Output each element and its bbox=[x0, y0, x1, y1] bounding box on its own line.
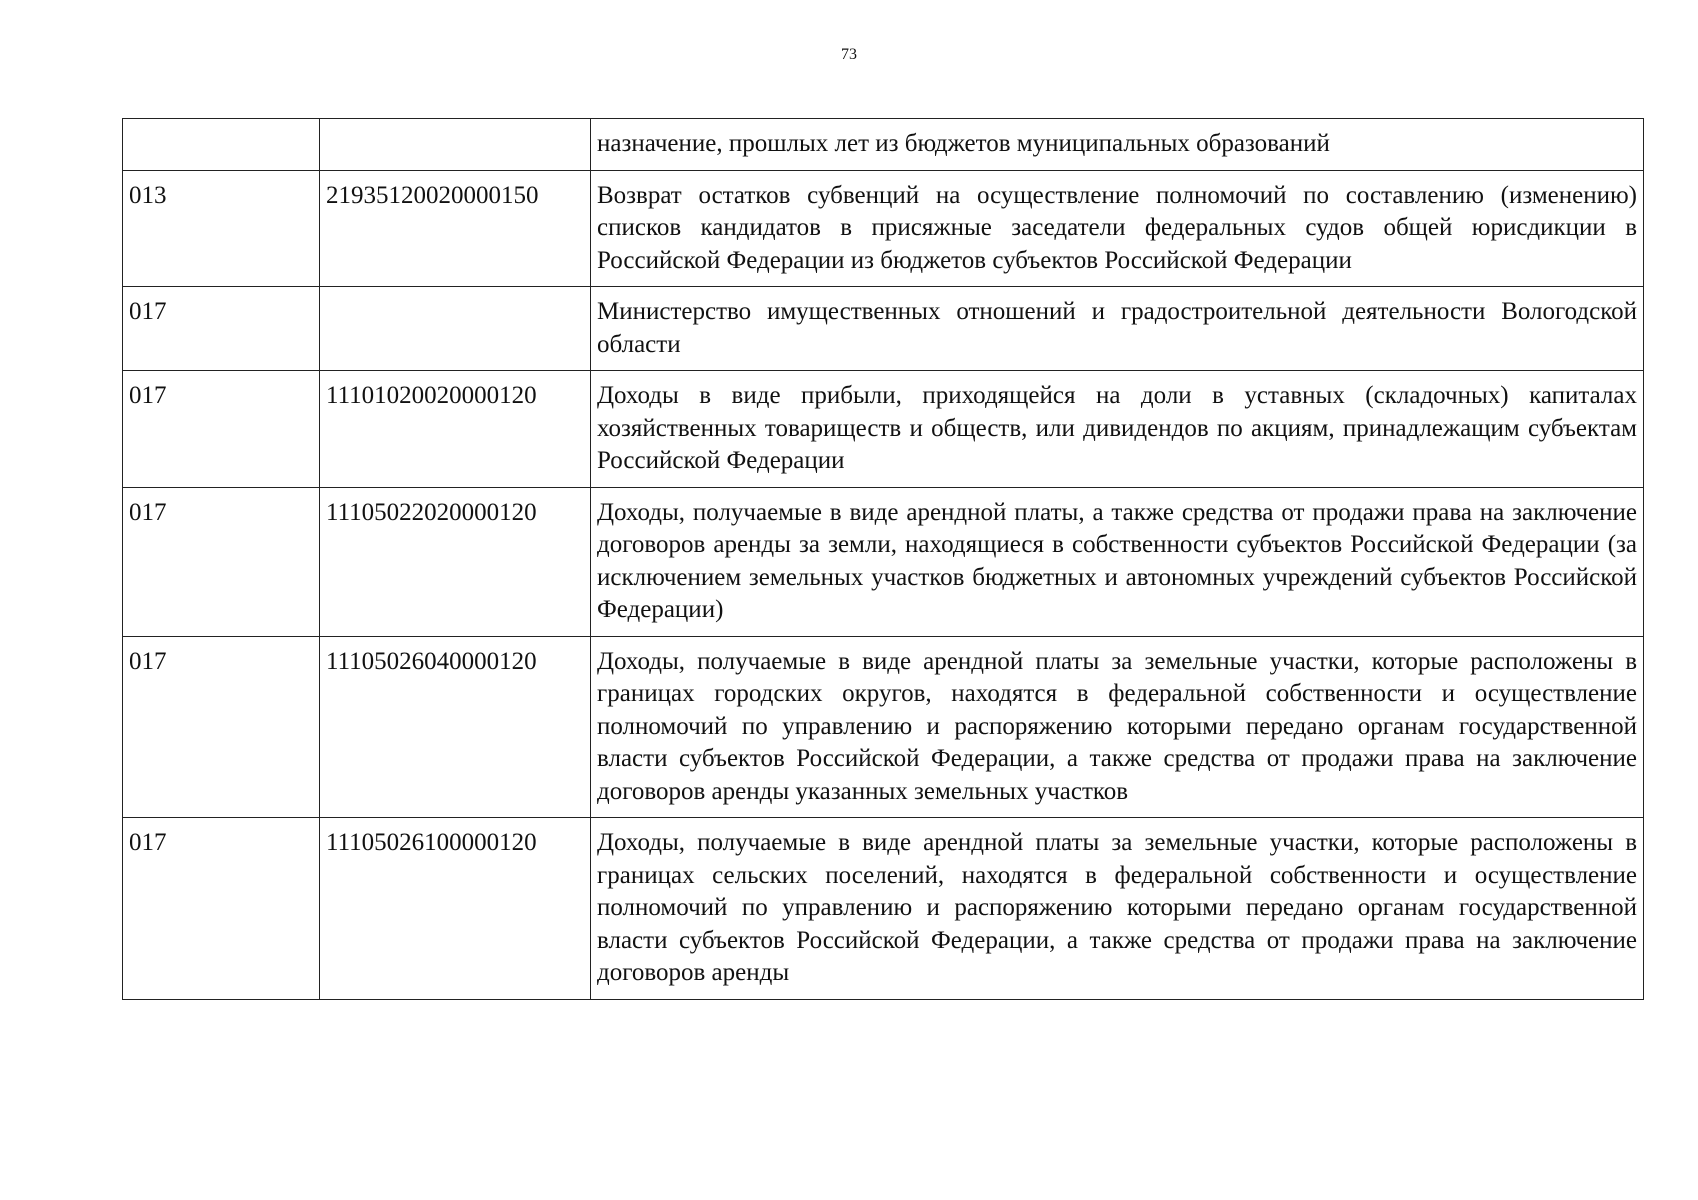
table-row bbox=[123, 371, 1644, 488]
budget-code-cell: 11101020020000120 bbox=[320, 371, 591, 488]
table-row bbox=[123, 287, 1644, 371]
description-cell: Доходы, получаемые в виде арендной платы за земельные участки, которые расположены в границах городских округов, находятся в федеральной собственности и осуществление полномочий по управлению и распоряжению которыми передано органам государственной власти субъектов Российской Федерации, а также средства от продажи права на заключение договоров аренды указанных земельных участков bbox=[591, 636, 1644, 818]
admin-code-cell bbox=[123, 119, 320, 171]
admin-code-cell: 013 bbox=[123, 170, 320, 287]
description-cell: Министерство имущественных отношений и градостроительной деятельности Вологодской области bbox=[591, 287, 1644, 371]
budget-code-cell: 11105026100000120 bbox=[320, 818, 591, 1000]
description-cell: Возврат остатков субвенций на осуществление полномочий по составлению (изменению) списков кандидатов в присяжные заседатели федеральных судов общей юрисдикции в Российской Федерации из бюджетов субъектов Российской Федерации bbox=[591, 170, 1644, 287]
description-cell: Доходы, получаемые в виде арендной платы за земельные участки, которые расположены в границах сельских поселений, находятся в федеральной собственности и осуществление полномочий по управлению и распоряжению которыми передано органам государственной власти субъектов Российской Федерации, а также средства от продажи права на заключение договоров аренды bbox=[591, 818, 1644, 1000]
budget-code-cell bbox=[320, 119, 591, 171]
description-cell: назначение, прошлых лет из бюджетов муниципальных образований bbox=[591, 119, 1644, 171]
table-row bbox=[123, 170, 1644, 287]
budget-code-cell: 11105026040000120 bbox=[320, 636, 591, 818]
description-cell: Доходы, получаемые в виде арендной платы, а также средства от продажи права на заключение договоров аренды за земли, находящиеся в собственности субъектов Российской Федерации (за исключением земельных участков бюджетных и автономных учреждений субъектов Российской Федерации) bbox=[591, 487, 1644, 636]
table-row bbox=[123, 818, 1644, 1000]
admin-code-cell: 017 bbox=[123, 487, 320, 636]
admin-code-cell: 017 bbox=[123, 371, 320, 488]
budget-code-cell: 11105022020000120 bbox=[320, 487, 591, 636]
admin-code-cell: 017 bbox=[123, 818, 320, 1000]
description-cell: Доходы в виде прибыли, приходящейся на доли в уставных (складочных) капиталах хозяйственных товариществ и обществ, или дивидендов по акциям, принадлежащим субъектам Российской Федерации bbox=[591, 371, 1644, 488]
page-number: 73 bbox=[841, 46, 857, 63]
table-row bbox=[123, 119, 1644, 171]
table-row bbox=[123, 487, 1644, 636]
budget-code-cell: 21935120020000150 bbox=[320, 170, 591, 287]
budget-code-cell bbox=[320, 287, 591, 371]
admin-code-cell: 017 bbox=[123, 287, 320, 371]
revenue-codes-table bbox=[122, 118, 1644, 1000]
admin-code-cell: 017 bbox=[123, 636, 320, 818]
table-row bbox=[123, 636, 1644, 818]
